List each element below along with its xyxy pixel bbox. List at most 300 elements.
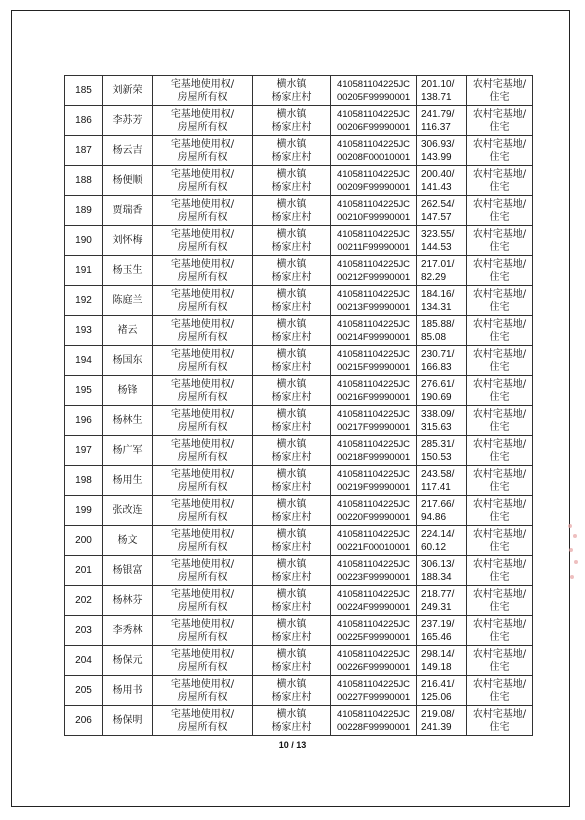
location-cell bbox=[253, 466, 331, 496]
area-line: 94.86 bbox=[421, 511, 447, 523]
location-cell bbox=[253, 646, 331, 676]
location-line: 横水镇 bbox=[276, 498, 307, 510]
location-cell bbox=[253, 256, 331, 286]
area-cell bbox=[417, 166, 467, 196]
area-line: 125.06 bbox=[421, 691, 452, 703]
owner-name-cell: 陈庭兰 bbox=[103, 286, 153, 316]
land-use-cell bbox=[467, 706, 533, 736]
land-use-cell bbox=[467, 136, 533, 166]
land-use-line: 住宅 bbox=[489, 421, 510, 433]
owner-name-cell: 李苏芳 bbox=[103, 106, 153, 136]
location-line: 横水镇 bbox=[276, 288, 307, 300]
location-line: 杨家庄村 bbox=[271, 181, 312, 193]
location-line: 横水镇 bbox=[276, 378, 307, 390]
owner-name-cell: 贾瑞香 bbox=[103, 196, 153, 226]
location-cell bbox=[253, 106, 331, 136]
right-type-cell bbox=[153, 676, 253, 706]
right-type-cell bbox=[153, 526, 253, 556]
row-number-cell: 204 bbox=[65, 646, 103, 676]
area-cell bbox=[417, 346, 467, 376]
area-cell bbox=[417, 226, 467, 256]
land-use-cell bbox=[467, 376, 533, 406]
owner-name-cell: 杨林芬 bbox=[103, 586, 153, 616]
location-line: 横水镇 bbox=[276, 438, 307, 450]
unit-code-line: 410581104225JC bbox=[337, 318, 410, 330]
land-use-line: 住宅 bbox=[489, 121, 510, 133]
unit-code-line: 00219F99990001 bbox=[336, 481, 411, 493]
area-line: 224.14/ bbox=[421, 528, 455, 540]
unit-code-line: 00213F99990001 bbox=[336, 301, 411, 313]
right-type-line: 宅基地使用权/ bbox=[170, 468, 235, 480]
location-line: 杨家庄村 bbox=[271, 631, 312, 643]
area-cell bbox=[417, 496, 467, 526]
area-cell bbox=[417, 286, 467, 316]
right-type-line: 房屋所有权 bbox=[177, 121, 228, 133]
location-cell bbox=[253, 676, 331, 706]
row-number-cell: 203 bbox=[65, 616, 103, 646]
location-cell bbox=[253, 196, 331, 226]
right-type-line: 房屋所有权 bbox=[177, 241, 228, 253]
right-type-line: 宅基地使用权/ bbox=[170, 648, 235, 660]
right-type-line: 房屋所有权 bbox=[177, 511, 228, 523]
right-type-line: 宅基地使用权/ bbox=[170, 528, 235, 540]
location-cell bbox=[253, 706, 331, 736]
land-use-line: 农村宅基地/ bbox=[472, 138, 527, 150]
area-line: 149.18 bbox=[421, 661, 452, 673]
row-number-cell: 189 bbox=[65, 196, 103, 226]
row-number-cell: 188 bbox=[65, 166, 103, 196]
location-cell bbox=[253, 316, 331, 346]
land-use-line: 农村宅基地/ bbox=[472, 708, 527, 720]
land-use-line: 农村宅基地/ bbox=[472, 228, 527, 240]
unit-code-line: 410581104225JC bbox=[337, 528, 410, 540]
table-row bbox=[65, 226, 533, 256]
area-line: 134.31 bbox=[421, 301, 452, 313]
location-line: 杨家庄村 bbox=[271, 721, 312, 733]
right-type-cell bbox=[153, 406, 253, 436]
location-line: 横水镇 bbox=[276, 258, 307, 270]
location-line: 横水镇 bbox=[276, 78, 307, 90]
location-line: 杨家庄村 bbox=[271, 361, 312, 373]
right-type-line: 房屋所有权 bbox=[177, 391, 228, 403]
right-type-line: 房屋所有权 bbox=[177, 91, 228, 103]
land-use-line: 农村宅基地/ bbox=[472, 108, 527, 120]
area-line: 218.77/ bbox=[421, 588, 455, 600]
area-cell bbox=[417, 376, 467, 406]
area-line: 298.14/ bbox=[421, 648, 455, 660]
land-use-cell bbox=[467, 106, 533, 136]
right-type-cell bbox=[153, 316, 253, 346]
row-number-cell: 205 bbox=[65, 676, 103, 706]
unit-code-line: 410581104225JC bbox=[337, 588, 410, 600]
land-use-line: 住宅 bbox=[489, 541, 510, 553]
right-type-line: 宅基地使用权/ bbox=[170, 258, 235, 270]
right-type-line: 房屋所有权 bbox=[177, 331, 228, 343]
table-row bbox=[65, 706, 533, 736]
owner-name-cell: 李秀林 bbox=[103, 616, 153, 646]
land-use-line: 农村宅基地/ bbox=[472, 348, 527, 360]
table-row bbox=[65, 136, 533, 166]
area-line: 241.39 bbox=[421, 721, 452, 733]
unit-code-cell bbox=[331, 706, 417, 736]
table-row bbox=[65, 556, 533, 586]
area-line: 165.46 bbox=[421, 631, 452, 643]
owner-name-cell: 杨玉生 bbox=[103, 256, 153, 286]
location-cell bbox=[253, 166, 331, 196]
right-type-cell bbox=[153, 106, 253, 136]
right-type-line: 房屋所有权 bbox=[177, 541, 228, 553]
area-cell bbox=[417, 196, 467, 226]
right-type-line: 房屋所有权 bbox=[177, 721, 228, 733]
unit-code-cell bbox=[331, 316, 417, 346]
right-type-line: 宅基地使用权/ bbox=[170, 198, 235, 210]
area-line: 190.69 bbox=[421, 391, 452, 403]
unit-code-line: 410581104225JC bbox=[337, 78, 410, 90]
location-cell bbox=[253, 286, 331, 316]
location-line: 杨家庄村 bbox=[271, 331, 312, 343]
table-row bbox=[65, 436, 533, 466]
unit-code-line: 00227F99990001 bbox=[336, 691, 411, 703]
land-use-line: 住宅 bbox=[489, 181, 510, 193]
area-cell bbox=[417, 406, 467, 436]
unit-code-line: 410581104225JC bbox=[337, 708, 410, 720]
table-row bbox=[65, 256, 533, 286]
owner-name-cell: 杨国东 bbox=[103, 346, 153, 376]
row-number-cell: 193 bbox=[65, 316, 103, 346]
land-use-line: 农村宅基地/ bbox=[472, 528, 527, 540]
land-use-line: 农村宅基地/ bbox=[472, 678, 527, 690]
unit-code-line: 410581104225JC bbox=[337, 498, 410, 510]
row-number-cell: 197 bbox=[65, 436, 103, 466]
owner-name-cell: 杨保明 bbox=[103, 706, 153, 736]
right-type-line: 宅基地使用权/ bbox=[170, 708, 235, 720]
land-use-line: 住宅 bbox=[489, 331, 510, 343]
owner-name-cell: 杨保元 bbox=[103, 646, 153, 676]
land-use-line: 住宅 bbox=[489, 451, 510, 463]
land-use-line: 住宅 bbox=[489, 691, 510, 703]
location-cell bbox=[253, 586, 331, 616]
land-use-cell bbox=[467, 466, 533, 496]
location-cell bbox=[253, 376, 331, 406]
right-type-cell bbox=[153, 556, 253, 586]
unit-code-cell bbox=[331, 496, 417, 526]
right-type-line: 宅基地使用权/ bbox=[170, 408, 235, 420]
right-type-cell bbox=[153, 586, 253, 616]
land-use-cell bbox=[467, 166, 533, 196]
land-use-cell bbox=[467, 256, 533, 286]
unit-code-line: 00223F99990001 bbox=[336, 571, 411, 583]
area-cell bbox=[417, 316, 467, 346]
unit-code-line: 410581104225JC bbox=[337, 558, 410, 570]
area-line: 323.55/ bbox=[421, 228, 455, 240]
right-type-cell bbox=[153, 196, 253, 226]
location-cell bbox=[253, 616, 331, 646]
right-type-line: 宅基地使用权/ bbox=[170, 588, 235, 600]
area-line: 117.41 bbox=[421, 481, 451, 493]
unit-code-line: 00206F99990001 bbox=[336, 121, 411, 133]
area-line: 143.99 bbox=[421, 151, 452, 163]
table-row bbox=[65, 676, 533, 706]
location-line: 横水镇 bbox=[276, 708, 307, 720]
unit-code-line: 410581104225JC bbox=[337, 168, 410, 180]
unit-code-line: 410581104225JC bbox=[337, 348, 410, 360]
unit-code-line: 00205F99990001 bbox=[336, 91, 411, 103]
location-line: 横水镇 bbox=[276, 648, 307, 660]
area-cell bbox=[417, 676, 467, 706]
land-use-cell bbox=[467, 676, 533, 706]
unit-code-line: 00226F99990001 bbox=[336, 661, 411, 673]
owner-name-cell: 褚云 bbox=[103, 316, 153, 346]
location-line: 横水镇 bbox=[276, 348, 307, 360]
right-type-cell bbox=[153, 286, 253, 316]
area-line: 60.12 bbox=[421, 541, 447, 553]
location-line: 杨家庄村 bbox=[271, 421, 312, 433]
land-use-line: 住宅 bbox=[489, 91, 510, 103]
location-cell bbox=[253, 436, 331, 466]
owner-name-cell: 杨林生 bbox=[103, 406, 153, 436]
area-line: 82.29 bbox=[421, 271, 447, 283]
right-type-cell bbox=[153, 436, 253, 466]
location-line: 杨家庄村 bbox=[271, 121, 312, 133]
unit-code-line: 00218F99990001 bbox=[336, 451, 411, 463]
right-type-line: 宅基地使用权/ bbox=[170, 618, 235, 630]
unit-code-line: 00211F99990001 bbox=[337, 241, 410, 253]
location-line: 横水镇 bbox=[276, 108, 307, 120]
table-row bbox=[65, 496, 533, 526]
land-use-line: 农村宅基地/ bbox=[472, 498, 527, 510]
land-use-line: 农村宅基地/ bbox=[472, 468, 527, 480]
area-cell bbox=[417, 706, 467, 736]
right-type-line: 房屋所有权 bbox=[177, 361, 228, 373]
unit-code-line: 410581104225JC bbox=[337, 198, 410, 210]
area-line: 188.34 bbox=[421, 571, 452, 583]
row-number-cell: 185 bbox=[65, 76, 103, 106]
land-use-line: 住宅 bbox=[489, 271, 510, 283]
location-cell bbox=[253, 76, 331, 106]
location-line: 横水镇 bbox=[276, 318, 307, 330]
land-use-cell bbox=[467, 526, 533, 556]
page-number: 10 / 13 bbox=[278, 740, 307, 750]
land-use-cell bbox=[467, 436, 533, 466]
land-use-line: 农村宅基地/ bbox=[472, 318, 527, 330]
land-use-cell bbox=[467, 556, 533, 586]
location-line: 杨家庄村 bbox=[271, 661, 312, 673]
area-line: 141.43 bbox=[421, 181, 452, 193]
land-use-cell bbox=[467, 406, 533, 436]
unit-code-line: 00224F99990001 bbox=[336, 601, 411, 613]
row-number-cell: 200 bbox=[65, 526, 103, 556]
area-line: 230.71/ bbox=[421, 348, 455, 360]
location-line: 杨家庄村 bbox=[271, 571, 312, 583]
land-use-line: 农村宅基地/ bbox=[472, 588, 527, 600]
location-line: 横水镇 bbox=[276, 198, 307, 210]
right-type-cell bbox=[153, 256, 253, 286]
owner-name-cell: 杨云吉 bbox=[103, 136, 153, 166]
owner-name-cell: 杨用生 bbox=[103, 466, 153, 496]
right-type-line: 房屋所有权 bbox=[177, 631, 228, 643]
unit-code-cell bbox=[331, 616, 417, 646]
owner-name-cell: 杨广军 bbox=[103, 436, 153, 466]
land-use-line: 农村宅基地/ bbox=[472, 168, 527, 180]
right-type-cell bbox=[153, 646, 253, 676]
right-type-line: 房屋所有权 bbox=[177, 301, 228, 313]
land-use-line: 农村宅基地/ bbox=[472, 288, 527, 300]
land-use-line: 住宅 bbox=[489, 571, 510, 583]
unit-code-cell bbox=[331, 376, 417, 406]
location-line: 杨家庄村 bbox=[271, 481, 312, 493]
area-cell bbox=[417, 136, 467, 166]
unit-code-line: 410581104225JC bbox=[337, 258, 410, 270]
location-line: 杨家庄村 bbox=[271, 601, 312, 613]
owner-name-cell: 刘怀梅 bbox=[103, 226, 153, 256]
unit-code-line: 00215F99990001 bbox=[336, 361, 411, 373]
area-cell bbox=[417, 106, 467, 136]
unit-code-line: 00212F99990001 bbox=[336, 271, 411, 283]
table-row bbox=[65, 76, 533, 106]
right-type-line: 房屋所有权 bbox=[177, 211, 228, 223]
area-cell bbox=[417, 646, 467, 676]
right-type-line: 宅基地使用权/ bbox=[170, 678, 235, 690]
location-line: 横水镇 bbox=[276, 468, 307, 480]
area-line: 150.53 bbox=[421, 451, 452, 463]
unit-code-cell bbox=[331, 226, 417, 256]
right-type-cell bbox=[153, 346, 253, 376]
area-line: 185.88/ bbox=[421, 318, 455, 330]
unit-code-cell bbox=[331, 646, 417, 676]
right-type-cell bbox=[153, 136, 253, 166]
row-number-cell: 186 bbox=[65, 106, 103, 136]
right-type-cell bbox=[153, 616, 253, 646]
unit-code-line: 00210F99990001 bbox=[336, 211, 411, 223]
right-type-line: 房屋所有权 bbox=[177, 451, 228, 463]
unit-code-line: 410581104225JC bbox=[337, 618, 410, 630]
land-use-line: 农村宅基地/ bbox=[472, 258, 527, 270]
right-type-line: 房屋所有权 bbox=[177, 151, 228, 163]
right-type-line: 房屋所有权 bbox=[177, 571, 228, 583]
location-line: 横水镇 bbox=[276, 408, 307, 420]
right-type-line: 宅基地使用权/ bbox=[170, 438, 235, 450]
owner-name-cell: 刘新荣 bbox=[103, 76, 153, 106]
area-cell bbox=[417, 256, 467, 286]
area-cell bbox=[417, 616, 467, 646]
area-line: 219.08/ bbox=[421, 708, 455, 720]
location-line: 横水镇 bbox=[276, 138, 307, 150]
area-line: 306.93/ bbox=[421, 138, 455, 150]
location-line: 杨家庄村 bbox=[271, 301, 312, 313]
area-line: 276.61/ bbox=[421, 378, 455, 390]
land-use-line: 农村宅基地/ bbox=[472, 618, 527, 630]
land-use-line: 住宅 bbox=[489, 661, 510, 673]
location-line: 横水镇 bbox=[276, 168, 307, 180]
land-use-line: 住宅 bbox=[489, 241, 510, 253]
table-row bbox=[65, 316, 533, 346]
location-line: 杨家庄村 bbox=[271, 151, 312, 163]
area-line: 138.71 bbox=[421, 91, 452, 103]
land-use-line: 住宅 bbox=[489, 151, 510, 163]
right-type-line: 房屋所有权 bbox=[177, 181, 228, 193]
table-row bbox=[65, 466, 533, 496]
location-cell bbox=[253, 496, 331, 526]
unit-code-line: 00214F99990001 bbox=[336, 331, 411, 343]
area-cell bbox=[417, 466, 467, 496]
location-line: 杨家庄村 bbox=[271, 391, 312, 403]
land-use-line: 住宅 bbox=[489, 511, 510, 523]
land-use-cell bbox=[467, 496, 533, 526]
unit-code-cell bbox=[331, 466, 417, 496]
right-type-line: 宅基地使用权/ bbox=[170, 138, 235, 150]
right-type-line: 宅基地使用权/ bbox=[170, 348, 235, 360]
land-use-cell bbox=[467, 316, 533, 346]
red-seal-fragment bbox=[566, 520, 580, 590]
owner-name-cell: 杨用书 bbox=[103, 676, 153, 706]
land-use-cell bbox=[467, 586, 533, 616]
owner-name-cell: 张改连 bbox=[103, 496, 153, 526]
land-use-line: 农村宅基地/ bbox=[472, 648, 527, 660]
land-use-line: 住宅 bbox=[489, 601, 510, 613]
land-use-line: 农村宅基地/ bbox=[472, 408, 527, 420]
right-type-line: 房屋所有权 bbox=[177, 691, 228, 703]
unit-code-line: 410581104225JC bbox=[337, 438, 410, 450]
area-line: 217.66/ bbox=[421, 498, 455, 510]
right-type-line: 宅基地使用权/ bbox=[170, 228, 235, 240]
unit-code-line: 00225F99990001 bbox=[336, 631, 411, 643]
unit-code-cell bbox=[331, 256, 417, 286]
location-cell bbox=[253, 226, 331, 256]
area-line: 184.16/ bbox=[421, 288, 455, 300]
owner-name-cell: 杨银富 bbox=[103, 556, 153, 586]
land-use-cell bbox=[467, 76, 533, 106]
right-type-cell bbox=[153, 496, 253, 526]
location-line: 杨家庄村 bbox=[271, 511, 312, 523]
right-type-line: 宅基地使用权/ bbox=[170, 378, 235, 390]
right-type-cell bbox=[153, 376, 253, 406]
unit-code-cell bbox=[331, 436, 417, 466]
table-row bbox=[65, 286, 533, 316]
row-number-cell: 196 bbox=[65, 406, 103, 436]
unit-code-line: 00217F99990001 bbox=[336, 421, 411, 433]
unit-code-line: 00221F00010001 bbox=[336, 541, 411, 553]
owner-name-cell: 杨锋 bbox=[103, 376, 153, 406]
unit-code-cell bbox=[331, 106, 417, 136]
land-use-line: 住宅 bbox=[489, 631, 510, 643]
right-type-cell bbox=[153, 706, 253, 736]
area-line: 338.09/ bbox=[421, 408, 455, 420]
unit-code-cell bbox=[331, 196, 417, 226]
unit-code-line: 00220F99990001 bbox=[336, 511, 411, 523]
unit-code-line: 410581104225JC bbox=[337, 228, 410, 240]
right-type-line: 房屋所有权 bbox=[177, 661, 228, 673]
land-use-cell bbox=[467, 616, 533, 646]
row-number-cell: 202 bbox=[65, 586, 103, 616]
row-number-cell: 191 bbox=[65, 256, 103, 286]
table-row bbox=[65, 526, 533, 556]
unit-code-line: 410581104225JC bbox=[337, 288, 410, 300]
location-line: 横水镇 bbox=[276, 588, 307, 600]
land-use-cell bbox=[467, 196, 533, 226]
area-cell bbox=[417, 526, 467, 556]
area-line: 262.54/ bbox=[421, 198, 455, 210]
land-use-cell bbox=[467, 346, 533, 376]
unit-code-cell bbox=[331, 286, 417, 316]
unit-code-cell bbox=[331, 586, 417, 616]
area-line: 241.79/ bbox=[421, 108, 455, 120]
owner-name-cell: 杨文 bbox=[103, 526, 153, 556]
row-number-cell: 190 bbox=[65, 226, 103, 256]
table-row bbox=[65, 586, 533, 616]
right-type-cell bbox=[153, 166, 253, 196]
land-use-line: 住宅 bbox=[489, 211, 510, 223]
land-use-line: 住宅 bbox=[489, 301, 510, 313]
